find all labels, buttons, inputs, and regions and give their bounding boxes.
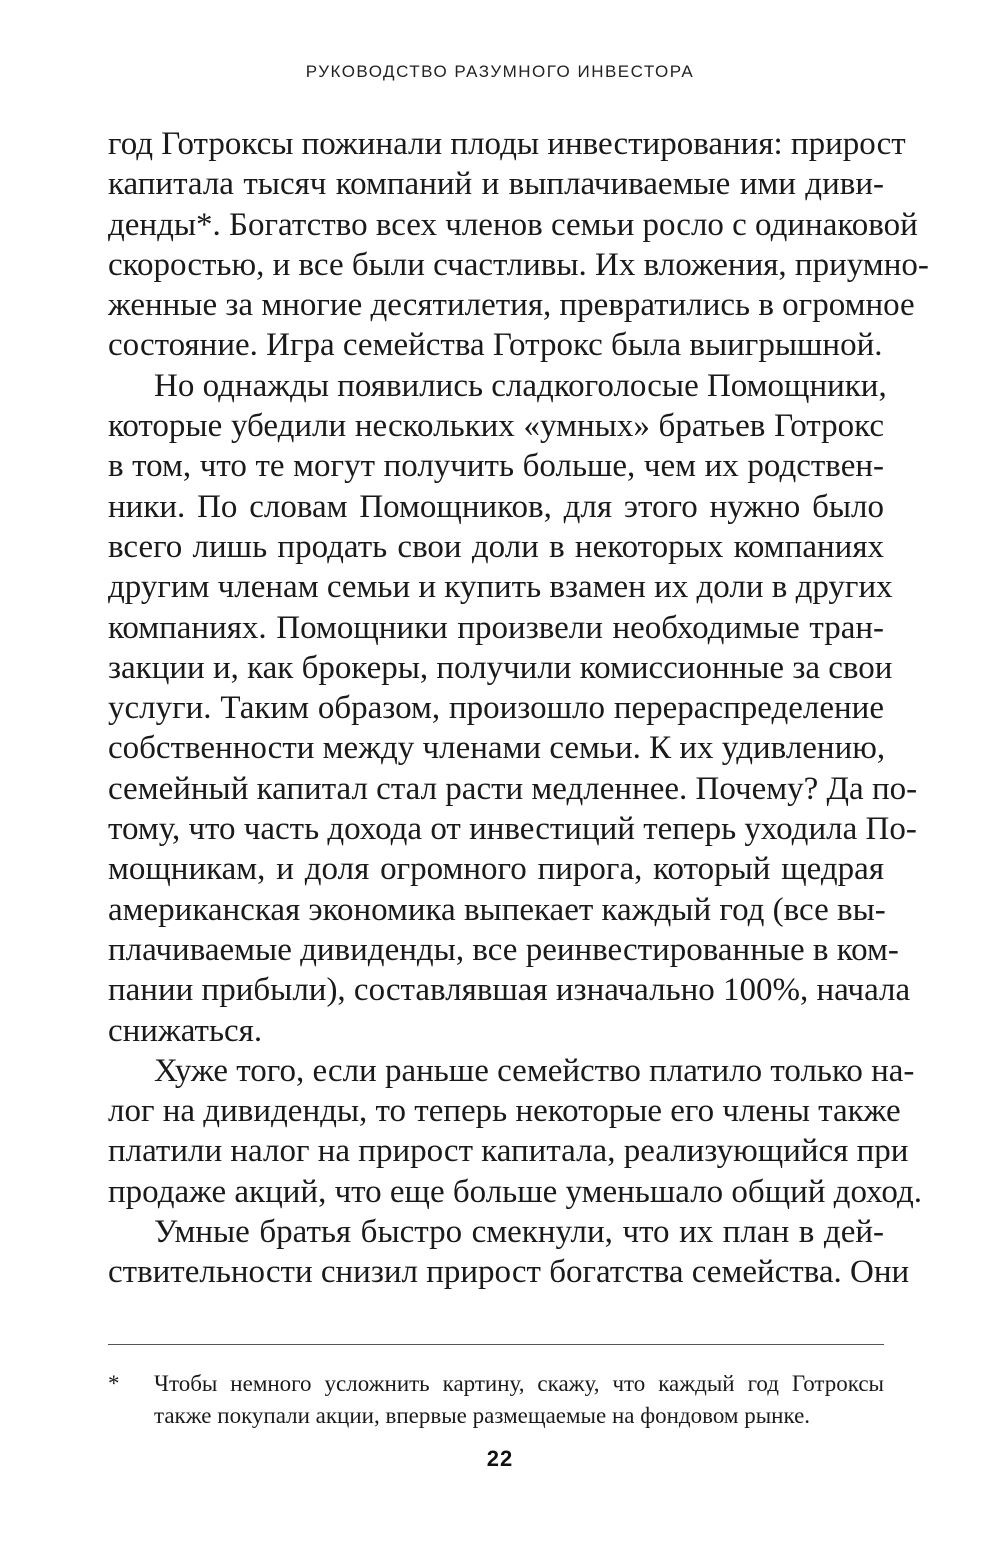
text-line: Умные братья быстро смекнули, что их план в дей- [154, 1214, 884, 1251]
text-line: ники. По словам Помощников, для этого нужно было [108, 488, 884, 525]
running-head: РУКОВОДСТВО РАЗУМНОГО ИНВЕСТОРА [305, 62, 695, 81]
text-line: Но однажды появились сладкоголосые Помощники, [154, 367, 887, 404]
text-line: лог на дивиденды, то теперь некоторые его члены также [108, 1093, 901, 1130]
footnote-asterisk: * [108, 1371, 120, 1396]
text-line: плачиваемые дивиденды, все реинвестированные в ком- [108, 931, 899, 968]
text-line: состояние. Игра семейства Готрокс была выигрышной. [108, 327, 883, 364]
footnote-text [154, 1368, 884, 1432]
text-line: тому, что часть дохода от инвестиций теперь уходила По- [108, 811, 917, 848]
text-line: продаже акций, что еще больше уменьшало общий доход. [108, 1173, 922, 1210]
footnote-divider [108, 1344, 884, 1345]
footnote-line: также покупали акции, впервые размещаемые на фондовом рынке. [154, 1403, 811, 1428]
text-line: компаниях. Помощники произвели необходимые тран- [108, 609, 884, 646]
text-line: американская экономика выпекает каждый год (все вы- [108, 891, 886, 928]
text-line: денды*. Богатство всех членов семьи росло с одинаковой [108, 206, 918, 243]
text-line: ствительности снизил прирост богатства семейства. Они [108, 1254, 910, 1291]
text-line: мощникам, и доля огромного пирога, который щедрая [108, 851, 884, 888]
text-line: в том, что те могут получить больше, чем их родствен- [108, 448, 884, 485]
text-line: другим членам семьи и купить взамен их доли в других [108, 569, 893, 606]
text-line: год Готроксы пожинали плоды инвестирования: прирост [108, 126, 906, 162]
text-line: которые убедили нескольких «умных» братьев Готрокс [108, 408, 884, 445]
text-line: услуги. Таким образом, произошло перераспределение [108, 690, 884, 727]
page-number: 22 [486, 1446, 514, 1471]
text-line: закции и, как брокеры, получили комиссионные за свои [108, 649, 893, 686]
footnote [108, 1368, 884, 1432]
text-line: платили налог на прирост капитала, реализующийся при [108, 1133, 909, 1170]
text-line: всего лишь продать свои доли в некоторых компаниях [108, 528, 884, 565]
text-line: Хуже того, если раньше семейство платило только на- [154, 1052, 915, 1089]
text-line: капитала тысяч компаний и выплачиваемые ими диви- [108, 166, 884, 203]
text-line: семейный капитал стал расти медленнее. Почему? Да по- [108, 770, 918, 807]
text-line: женные за многие десятилетия, превратились в огромное [108, 287, 915, 324]
text-line: снижаться. [108, 1012, 263, 1049]
text-line: собственности между членами семьи. К их удивлению, [108, 730, 886, 767]
text-line: скоростью, и все были счастливы. Их вложения, приумно- [108, 246, 929, 283]
body-text [108, 124, 929, 1293]
footnote-line: Чтобы немного усложнить картину, скажу, что каждый год Готроксы [154, 1371, 884, 1396]
text-line: пании прибыли), составлявшая изначально 100%, начала [108, 972, 911, 1009]
